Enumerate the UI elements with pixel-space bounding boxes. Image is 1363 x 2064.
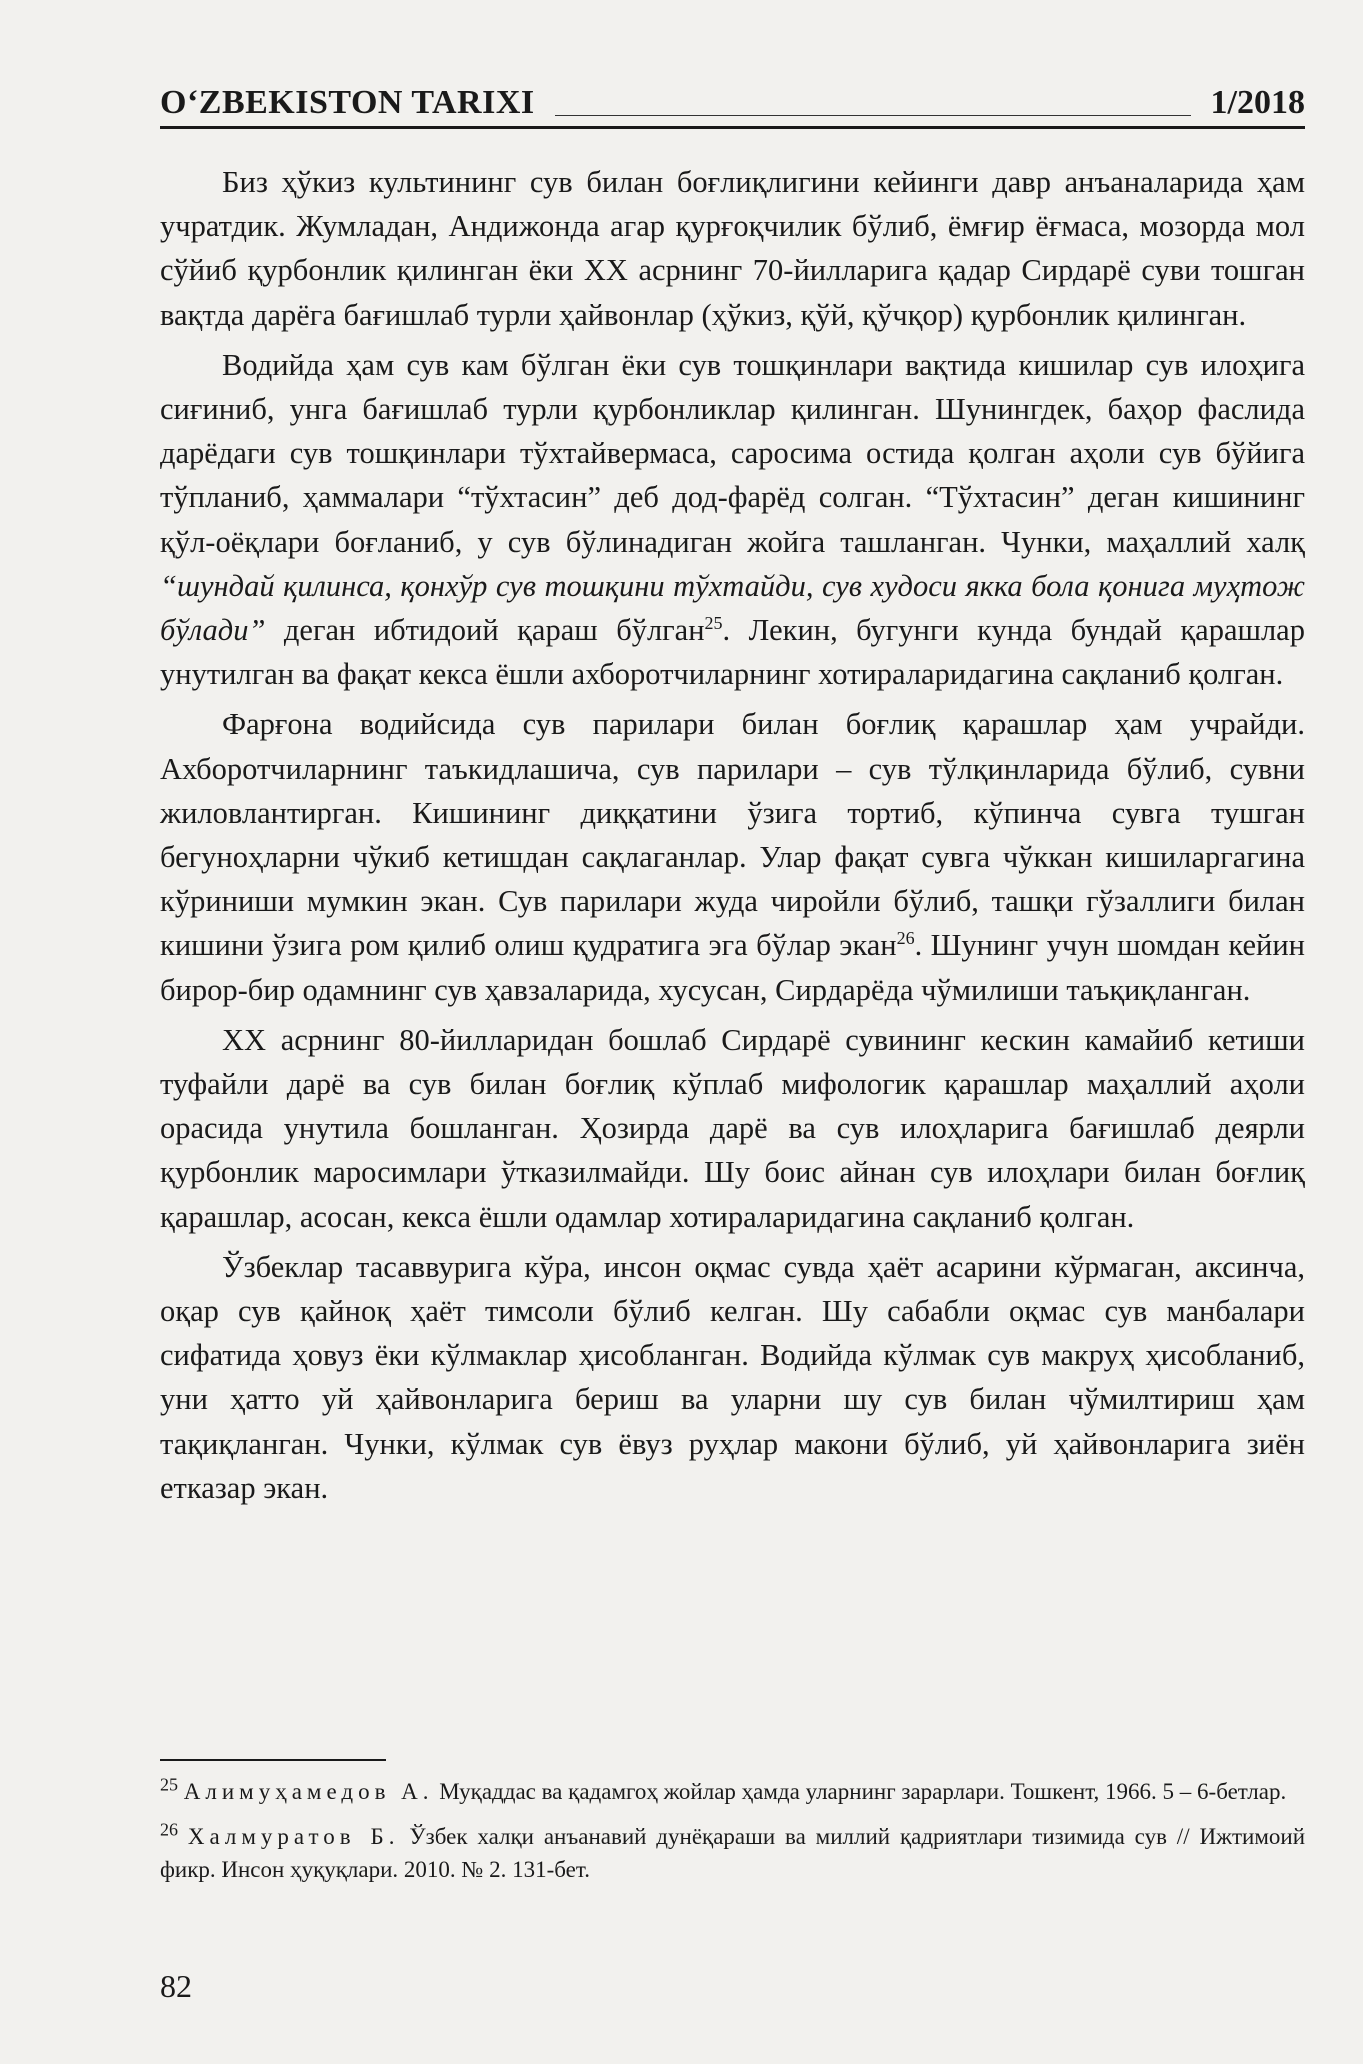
running-header bbox=[160, 70, 1305, 129]
page-number: 82 bbox=[160, 1968, 192, 2004]
footnote-text: Ўзбек халқи анъанавий дунёқараши ва миллий қадриятлари тизимида сув // Ижтимоий фикр. Инсон ҳуқуқлари. 2010. № 2. 131-бет. bbox=[160, 1824, 1305, 1882]
paragraph-1 bbox=[160, 160, 1305, 337]
footnote-author: Халмуратов Б. bbox=[187, 1824, 400, 1849]
paragraph-text: . Шунинг учун шомдан кейин бирор-бир одамнинг сув ҳавзаларида, хусусан, Сирдарёда чўмилиши таъқиқланган. bbox=[160, 928, 1305, 1007]
footnote-25 bbox=[160, 1775, 1305, 1808]
paragraph-text: Биз ҳўкиз культининг сув билан боғлиқлигини кейинги давр анъаналарида ҳам учратдик. Жумладан, Андижонда агар қурғоқчилик бўлиб, ёмғир ёғмаса, мозорда мол сўйиб қурбонлик қилинган ёки XX асрнинг 70-йилларига қадар Сирдарё суви тошган вақтда дарёга бағишлаб турли ҳайвонлар (ҳўкиз, қўй, қўчқор) қурбонлик қилинган. bbox=[160, 165, 1305, 332]
footnote-26 bbox=[160, 1820, 1305, 1886]
footnote-number: 25 bbox=[160, 1774, 178, 1795]
paragraph-4 bbox=[160, 1018, 1305, 1239]
italic-quote: “шундай қилинса, қонхўр сув тошқини тўхтайди, сув худоси якка бола қонига муҳтож бўлади” bbox=[160, 568, 1305, 648]
footnotes bbox=[160, 1775, 1305, 1898]
paragraph-text: деган ибтидоий қараш бўлган bbox=[265, 613, 705, 648]
footnote-text: Муқаддас ва қадамгоҳ жойлар ҳамда уларнинг зарарлари. Тошкент, 1966. 5 – 6-бетлар. bbox=[433, 1779, 1287, 1804]
footnote-ref-26[interactable]: 26 bbox=[896, 928, 915, 949]
journal-title: O‘ZBEKISTON TARIXI bbox=[160, 84, 535, 121]
main-text bbox=[160, 160, 1305, 1510]
footnote-separator bbox=[160, 1759, 386, 1761]
paragraph-text: Фарғона водийсида сув парилари билан боғлиқ қарашлар ҳам учрайди. Ахборотчиларнинг таъкидлашича, сув парилари – сув тўлқинларида бўлиб, сувни жиловлантирган. Кишининг диққатини ўзига тортиб, кўпинча сувга тушган бегуноҳларни чўкиб кетишдан сақлаганлар. Улар фақат сувга чўккан кишиларгагина кўриниши мумкин экан. Сув парилари жуда чиройли бўлиб, ташқи гўзаллиги билан кишини ўзига ром қилиб олиш қудратига эга бўлар экан bbox=[160, 707, 1305, 963]
footnote-ref-25[interactable]: 25 bbox=[704, 612, 723, 633]
paragraph-2 bbox=[160, 343, 1305, 697]
paragraph-5 bbox=[160, 1245, 1305, 1510]
footnote-number: 26 bbox=[160, 1819, 178, 1840]
paragraph-text: XX асрнинг 80-йилларидан бошлаб Сирдарё сувининг кескин камайиб кетиши туфайли дарё ва сув билан боғлиқ кўплаб мифологик қарашлар маҳаллий аҳоли орасида унутила бошланган. Ҳозирда дарё ва сув илоҳларига бағишлаб деярли қурбонлик маросимлари ўтказилмайди. Шу боис айнан сув илоҳлари билан боғлиқ қарашлар, асосан, кекса ёшли одамлар хотираларидагина сақланиб қолган. bbox=[160, 1022, 1305, 1234]
paragraph-3 bbox=[160, 702, 1305, 1011]
paragraph-text: Ўзбеклар тасаввурига кўра, инсон оқмас сувда ҳаёт асарини кўрмаган, аксинча, оқар сув қайноқ ҳаёт тимсоли бўлиб келган. Шу сабабли оқмас сув манбалари сифатида ҳовуз ёки кўлмаклар ҳисобланган. Водийда кўлмак сув макруҳ ҳисобланиб, уни ҳатто уй ҳайвонларига бериш ва уларни шу сув билан чўмилтириш ҳам тақиқланган. Чунки, кўлмак сув ёвуз руҳлар макони бўлиб, уй ҳайвонларига зиён етказар экан. bbox=[160, 1249, 1305, 1505]
footnote-author: Алимуҳамедов А. bbox=[183, 1779, 434, 1804]
issue-number: 1/2018 bbox=[1210, 84, 1305, 121]
paragraph-text: Водийда ҳам сув кам бўлган ёки сув тошқинлари вақтида кишилар сув илоҳига сиғиниб, унга бағишлаб турли қурбонликлар қилинган. Шунингдек, баҳор фаслида дарёдаги сув тошқинлари тўхтайвермаса, саросима остида қолган аҳоли сув бўйига тўпланиб, ҳаммалари “тўхтасин” деб дод-фарёд солган. “Тўхтасин” деган кишининг қўл-оёқлари боғланиб, у сув бўлинадиган жойга ташланган. Чунки, маҳаллий халқ bbox=[160, 347, 1305, 559]
paragraph-text: . Лекин, бугунги кунда бундай қарашлар унутилган ва фақат кекса ёшли ахборотчиларнинг хотираларидагина сақланиб қолган. bbox=[160, 613, 1305, 692]
header-rule bbox=[555, 115, 1191, 116]
